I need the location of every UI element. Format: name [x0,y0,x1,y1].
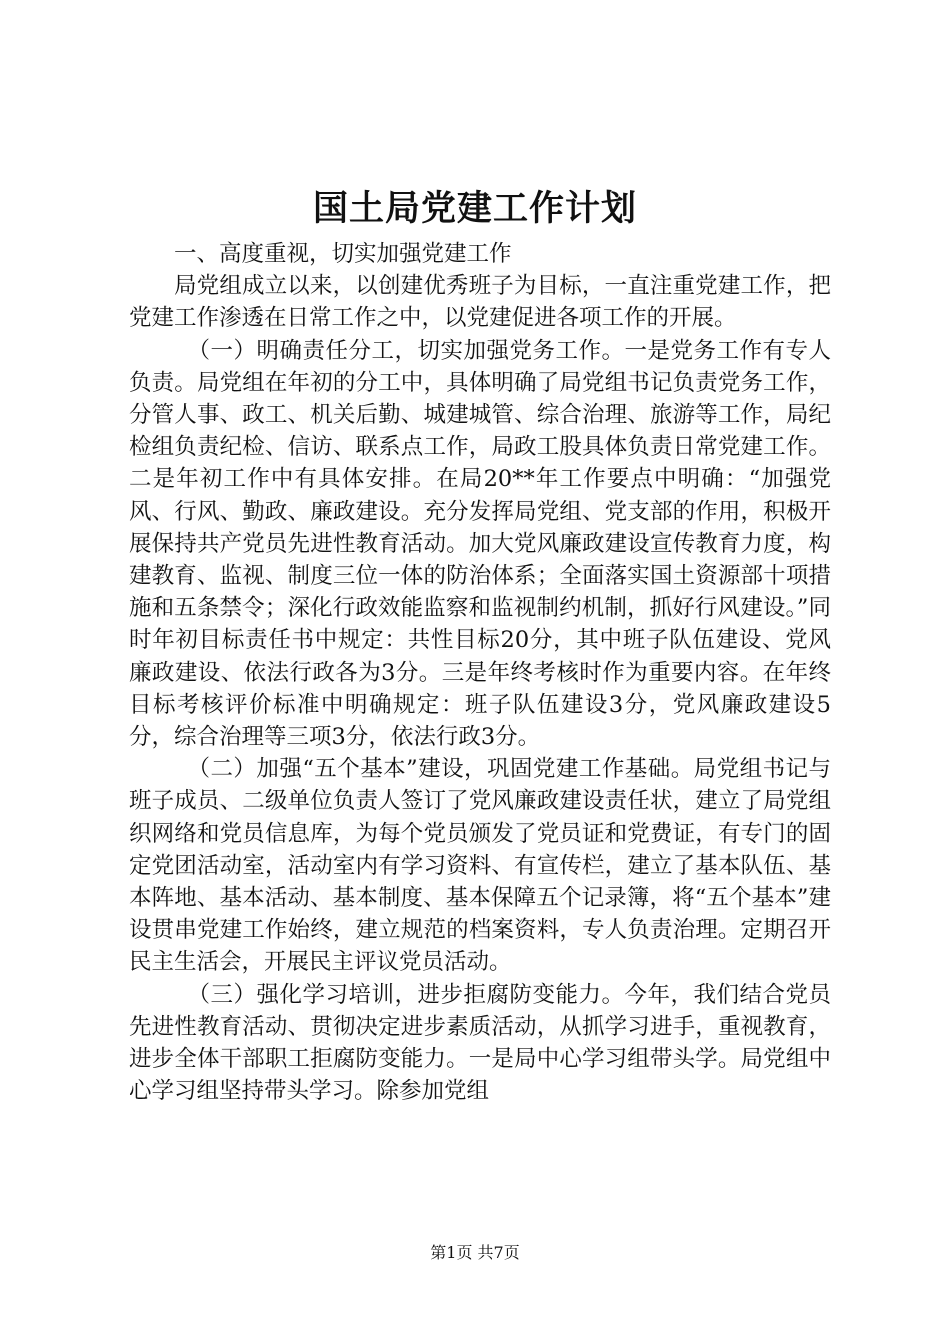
document-body [129,238,831,1107]
section-heading: 一、高度重视，切实加强党建工作 [174,241,512,267]
page-number-footer: 第1页 共7页 [430,1243,520,1262]
subsection-paragraph-3: （三）强化学习培训，进步拒腐防变能力。今年，我们结合党员先进性教育活动、贯彻决定进步素质活动，从抓学习进手，重视教育，进步全体干部职工拒腐防变能力。一是局中心学习组带头学。局党组中心学习组坚持带头学习。除参加党组 [129,981,831,1105]
document-title: 国土局党建工作计划 [312,188,637,229]
intro-paragraph: 局党组成立以来，以创建优秀班子为目标，一直注重党建工作，把党建工作渗透在日常工作之中，以党建促进各项工作的开展。 [129,273,831,332]
subsection-paragraph-1: （一）明确责任分工，切实加强党务工作。一是党务工作有专人负责。局党组在年初的分工中，具体明确了局党组书记负责党务工作，分管人事、政工、机关后勤、城建城管、综合治理、旅游等工作，局纪检组负责纪检、信访、联系点工作，局政工股具体负责日常党建工作。二是年初工作中有具体安排。在局20**年工作要点中明确：“加强党风、行风、勤政、廉政建设。充分发挥局党组、党支部的作用，积极开展保持共产党员先进性教育活动。加大党风廉政建设宣传教育力度，构建教育、监视、制度三位一体的防治体系；全面落实国土资源部十项措施和五条禁令；深化行政效能监察和监视制约机制，抓好行风建设。”同时年初目标责任书中规定：共性目标20分，其中班子队伍建设、党风廉政建设、依法行政各为3分。三是年终考核时作为重要内容。在年终目标考核评价标准中明确规定：班子队伍建设3分，党风廉政建设5分，综合治理等三项3分，依法行政3分。 [129,337,831,751]
subsection-paragraph-2: （二）加强“五个基本”建设，巩固党建工作基础。局党组书记与班子成员、二级单位负责人签订了党风廉政建设责任状，建立了局党组织网络和党员信息库，为每个党员颁发了党员证和党费证，有专门的固定党团活动室，活动室内有学习资料、有宣传栏，建立了基本队伍、基本阵地、基本活动、基本制度、基本保障五个记录簿，将“五个基本”建设贯串党建工作始终，建立规范的档案资料，专人负责治理。定期召开民主生活会，开展民主评议党员活动。 [129,756,831,976]
